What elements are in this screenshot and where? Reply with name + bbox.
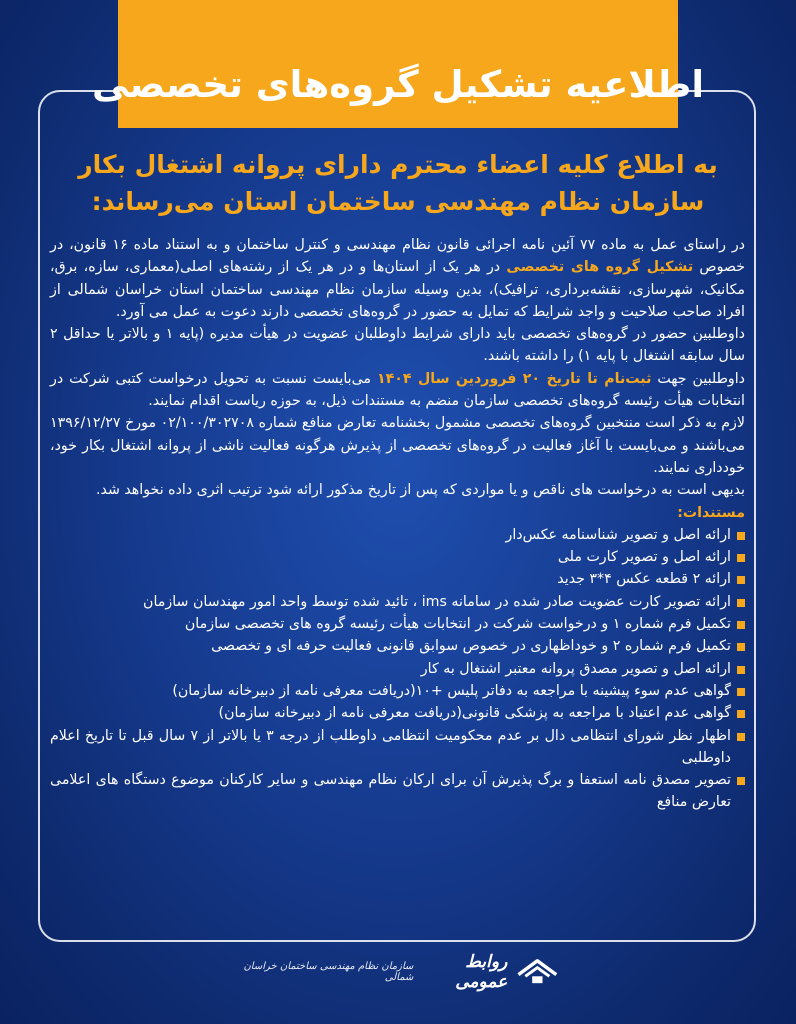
square-bullet-icon <box>737 710 745 718</box>
paragraph-registration-text-1: داوطلبین جهت <box>651 370 745 387</box>
highlight-registration-deadline: ثبت‌نام تا تاریخ ۲۰ فروردین سال ۱۴۰۴ <box>376 370 652 387</box>
list-item <box>50 524 745 546</box>
paragraph-eligibility: داوطلبین حضور در گروه‌های تخصصی باید دارای شرایط داوطلبان عضویت در هیأت مدیره (پایه ۱ و بالاتر یا حداقل ۲ سال سابقه اشتغال با پایه ۱) را داشته باشند. <box>50 326 745 365</box>
list-item-text: ارائه ۲ قطعه عکس ۴*۳ جدید <box>557 571 731 588</box>
square-bullet-icon <box>737 733 745 741</box>
announcement-body <box>50 234 745 814</box>
square-bullet-icon <box>737 621 745 629</box>
list-item <box>50 546 745 568</box>
page-title: اطلاعیه تشکیل گروه‌های تخصصی <box>91 62 705 106</box>
paragraph-intro-text-2: در هر یک از استان‌ها و در هر یک از رشته‌های اصلی(معماری، سازه، برق، مکانیک، شهرسازی، نقشه‌برداری، ترافیک)، بدین وسیله سازمان نظام مهندسی ساختمان استان خراسان شمالی از افراد صاحب صلاحیت و واجد شرایط که تمایل به حضور در گروه‌های تخصصی دارند دعوت به عمل می آورد. <box>50 259 745 320</box>
headline <box>60 146 736 220</box>
list-item-text: تکمیل فرم شماره ۱ و درخواست شرکت در انتخابات هیأت رئیسه گروه های تخصصی سازمان <box>184 616 731 633</box>
square-bullet-icon <box>737 554 745 562</box>
list-item-text: اظهار نظر شورای انتظامی دال بر عدم محکومیت انتظامی داوطلب از درجه ۳ یا بالاتر از ۷ سال قبل تا تاریخ اعلام داوطلبی <box>50 727 731 766</box>
list-item-text: تکمیل فرم شماره ۲ و خوداظهاری در خصوص سوابق قانونی فعالیت حرفه ای و تخصصی <box>211 638 731 655</box>
list-item-text: ارائه تصویر کارت عضویت صادر شده در سامانه ims ، تائید شده توسط واحد امور مهندسان سازمان <box>143 593 731 610</box>
list-item <box>50 568 745 590</box>
list-item <box>50 613 745 635</box>
list-item-text: گواهی عدم سوء پیشینه با مراجعه به دفاتر پلیس +۱۰(دریافت معرفی نامه از دبیرخانه سازمان) <box>172 682 731 699</box>
list-item-text: گواهی عدم اعتیاد با مراجعه به پزشکی قانونی(دریافت معرفی نامه از دبیرخانه سازمان) <box>218 705 731 722</box>
square-bullet-icon <box>737 576 745 584</box>
documents-title: مستندات: <box>677 504 745 521</box>
org-logo-icon <box>515 955 560 989</box>
paragraph-incomplete-requests: بدیهی است به درخواست های ناقص و یا مواردی که پس از تاریخ مذکور ارائه شود ترتیب اثری داده نخواهد شد. <box>95 482 745 499</box>
square-bullet-icon <box>737 777 745 785</box>
list-item <box>50 725 745 770</box>
list-item-text: ارائه اصل و تصویر شناسنامه عکس‌دار <box>505 526 731 543</box>
list-item <box>50 658 745 680</box>
paragraph-registration <box>50 368 745 413</box>
headline-line-2: سازمان نظام مهندسی ساختمان استان می‌رساند: <box>91 187 705 216</box>
square-bullet-icon <box>737 532 745 540</box>
list-item <box>50 680 745 702</box>
title-banner <box>91 0 705 128</box>
list-item-text: تصویر مصدق نامه استعفا و برگ پذیرش آن برای ارکان نظام مهندسی و سایر کارکنان موضوع دستگاه های اعلامی تعارض منافع <box>50 772 731 811</box>
list-item <box>50 635 745 657</box>
list-item <box>50 702 745 724</box>
list-item <box>50 591 745 613</box>
list-item <box>50 769 745 814</box>
list-item-text: ارائه اصل و تصویر مصدق پروانه معتبر اشتغال به کار <box>420 660 731 677</box>
paragraph-intro-text-1: در راستای عمل به ماده ۷۷ آئین نامه اجرائی قانون نظام مهندسی و کنترل ساختمان و به استناد ماده ۱۶ قانون، در خصوص <box>50 237 746 276</box>
square-bullet-icon <box>737 643 745 651</box>
paragraph-intro <box>50 234 745 323</box>
organization-name: سازمان نظام مهندسی ساختمان خراسان شمالی <box>243 961 414 983</box>
highlight-specialized-groups: تشکیل گروه های تخصصی <box>506 259 694 276</box>
headline-line-1: به اطلاع کلیه اعضاء محترم دارای پروانه اشتغال بکار <box>78 150 718 179</box>
square-bullet-icon <box>737 666 745 674</box>
square-bullet-icon <box>737 688 745 696</box>
footer-logo <box>240 950 560 994</box>
paragraph-registration-text-2: می‌بایست نسبت به تحویل درخواست کتبی شرکت در انتخابات هیأت رئیسه گروه‌های تخصصی سازمان منضم به مستندات ذیل، به حوزه ریاست اقدام نمایند. <box>50 370 745 410</box>
documents-list <box>50 524 745 814</box>
paragraph-conflict-of-interest: لازم به ذکر است منتخبین گروه‌های تخصصی مشمول بخشنامه تعارض منافع شماره ۰۲/۱۰۰/۳۰۲۷۰۸ مورخ ۱۳۹۶/۱۲/۲۷ می‌باشند و می‌بایست با آغاز فعالیت در گروه‌های تخصصی از پذیرش هرگونه فعالیت ناشی از پروانه اشتغال بکار خود، خودداری نمایند. <box>50 415 745 476</box>
logo-text: روابط عمومی <box>455 952 508 992</box>
list-item-text: ارائه اصل و تصویر کارت ملی <box>557 549 731 566</box>
square-bullet-icon <box>737 599 745 607</box>
